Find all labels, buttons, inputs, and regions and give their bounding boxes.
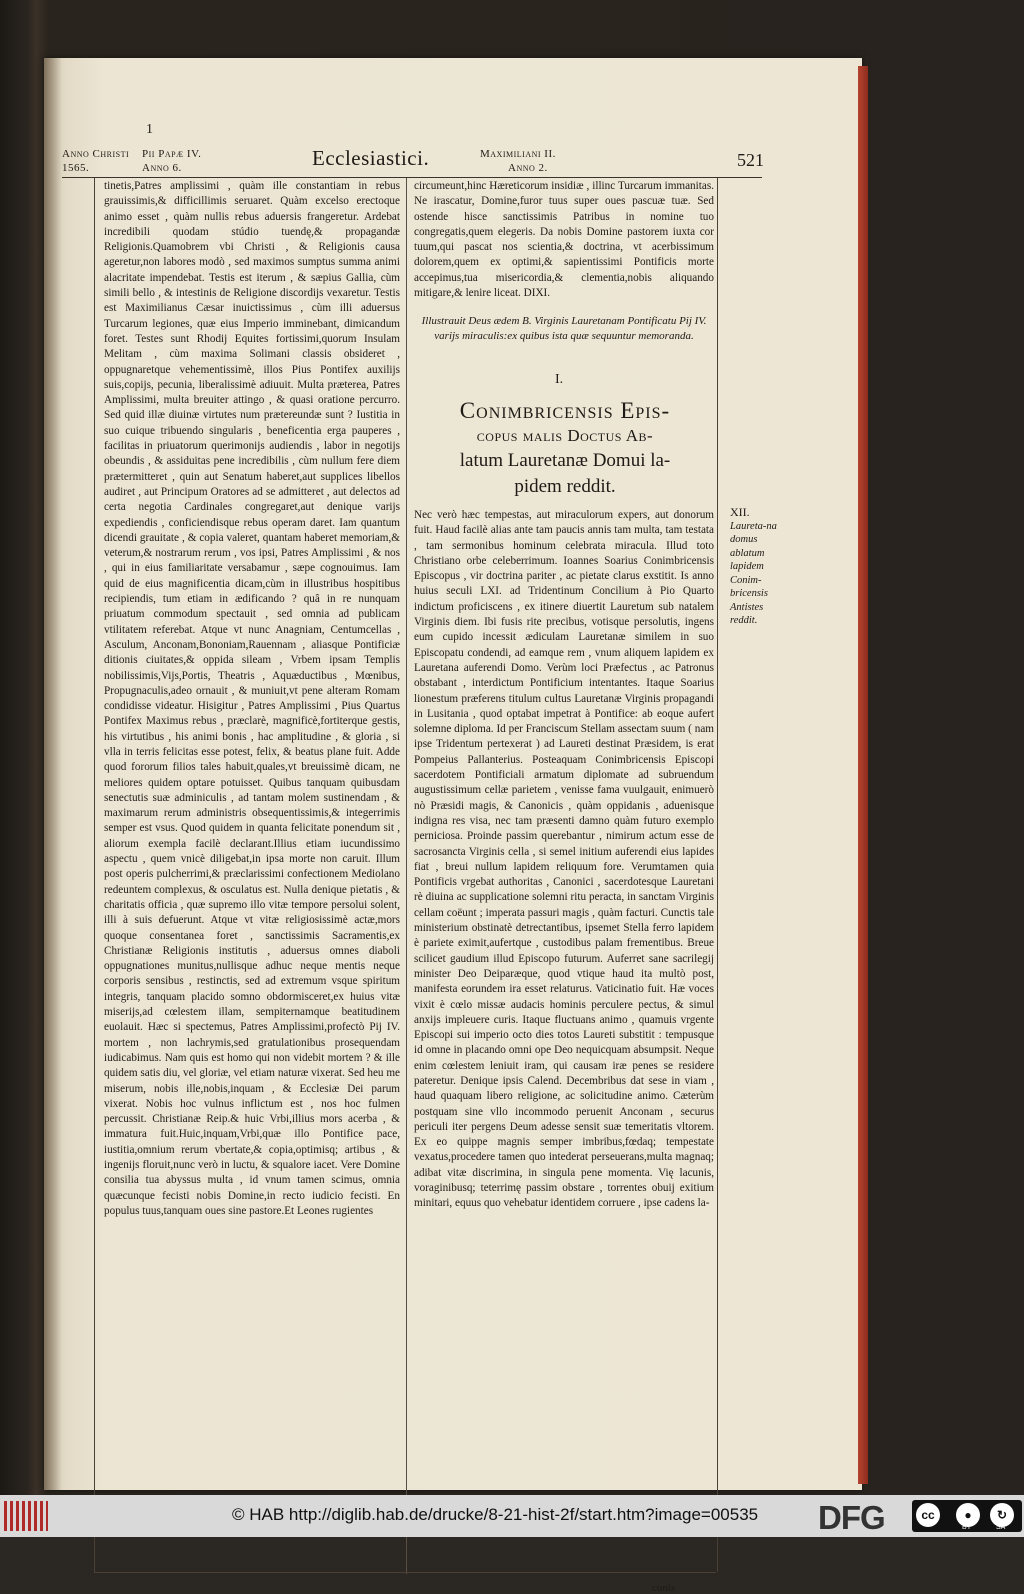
heading-line-1: Conimbricensis Epis-	[459, 398, 671, 423]
hab-logo-icon	[4, 1501, 48, 1531]
italic-note: Illustrauit Deus ædem B. Virginis Lauretanam Pontificatu Pij IV. varijs miraculis:ex quibus ista quæ sequuntur memoranda.	[421, 315, 707, 342]
page-gutter	[44, 58, 62, 1490]
running-header	[62, 146, 778, 176]
sa-label: SA	[996, 1524, 1006, 1531]
right-column-top	[414, 179, 714, 307]
source-link[interactable]: © HAB http://diglib.hab.de/drucke/8-21-hist-2f/start.htm?image=00535	[232, 1505, 759, 1524]
red-page-edge	[858, 66, 868, 1484]
dfg-logo: DFG	[818, 1499, 885, 1536]
left-column	[104, 179, 400, 1571]
section-number: I.	[555, 372, 564, 387]
header-emperor: Maximiliani II.	[480, 148, 556, 160]
attribution-icon: ●	[956, 1503, 980, 1527]
by-label: BY	[962, 1524, 972, 1531]
section-heading	[412, 398, 718, 500]
catchword: cunis	[652, 1582, 676, 1594]
header-pope-year: Anno 6.	[142, 162, 182, 174]
cc-icon: cc	[916, 1503, 940, 1527]
margin-note-number: XII.	[730, 505, 750, 519]
heading-line-2: copus malis Doctus Ab-	[476, 426, 654, 445]
header-title: Ecclesiastici.	[312, 146, 430, 170]
heading-line-4: pidem reddit.	[514, 476, 616, 497]
right-body-text: Nec verò hæc tempestas, aut miraculorum expers, aut donorum fuit. Haud facilè alias ante tam paucis annis tam multa, tam testata , tam sermonibus hominum celebrata miracula. Illud toto Christiano orbe celeberrimum. Ioannes Soarius Conimbricensis Episcopus , vir doctrina pariter , ac pietate clarus exstitit. Is anno huius seculi LXI. ad Tridentinum Concilium à Pio Quarto indictum proficiscens , ex itinere diuertit Lauretum sub natalem Virginis diem. Ibi fusis rite precibus, votisque persolutis, ingens eum cupido incessit ædiculam Lauretanæ similem in suo Episcopatu condendi, ad eamque rem , vnum aliquem lapidem ex Lauretana auferendi Domo. Verùm loci Præfectus , ac Patronus obstabant , interdictum Pontificium intentantes. Itaque Soarius lionestum præferens titulum cultus Lauretanæ Virginis propagandi in Lusitania , quod optabat impetrat à Pontifice: ab eoque aufert solemne diploma. Id per Franciscum Stellam assectam suum ( nam ipse Tridentum pertexerat ) ad Laureti destinat Præsidem, is erat Pompeius Pallanterius. Posteaquam Conimbricensis Episcopi sacerdotem Pontificiali armatum diplomate ad subruendum augustissimum cellæ parietem , venisse fama vuulgauit, enimuerò nò Præsidi magis, & Canonicis , quàm oppidanis , aduenisque indigna res visa, nec tam præsenti damno quàm futuro exemplo perniciosa. Proinde passim querebantur , nimirum actum esse de sacrosancta Virginis cella , si semel initium auferendi eius lapides fiat , breui nullum lapidem reliquum fore. Verumtamen quia Pontificis vrgebat authoritas , Canonici , sacerdotesque Lauretani rè diuina ac supplicatione solemni ritu peracta, in sanctam Virginis cellam coëunt ; imperata passuri magis , quàm facturi. Cunctis tale ministerium obstinatè detrectantibus, ipsemet Stella ferro lapidem è pariete eximit,aufertque , custodibus palam frementibus. Breue scilicet gaudium illud Episcopo futurum. Auferret sane sacrilegij minister Deo Deiparæque, quod vtique haud ita multò post, manifesta eorundem ira esset relaturus. Vaticinatio fuit. Hæ voces vixit è cœlo missæ audacis hominis perculere pectus, & simul anxijs impleuere curis. Itaque fluctuans animo , quamuis vrgente Episcopi sui imperio octo dies totos Laureti substitit : tempusque id omne in placando omni ope Deo nequicquam absumpsit. Neque enim cœlestem leniuit iram, qui causam iræ penes se residere pateretur. Denique ipsis Calend. Decembribus dat sese in viam , haud quaquam libero religione, ac solicitudine animo. Cæterùm postquam sine vllo incommodo peruenit Anconam , securus periculi iter pergens Deum adesse sensit suæ temeritatis vltorem. Ex eo quippe magnis semper imbribus,fœdaq; tempestate vexatus,procedere tamen quo intederat perseuerans,multa magnaq; adibat vitæ discrimina, in singula pene momenta. Vię lacunis, voraginibusq; teterrimę passim obstare , torrentes obuij exitium minitari, equus quo vehebatur identidem corruere , ipse cadens la-	[414, 509, 714, 1210]
folio-mark: 1	[146, 122, 153, 137]
column-divider	[406, 178, 407, 1574]
share-alike-icon: ↻	[990, 1503, 1014, 1527]
cc-license-badge[interactable]	[912, 1500, 1022, 1532]
header-anno-christi: Anno Christi	[62, 148, 130, 160]
header-emperor-year: Anno 2.	[508, 162, 548, 174]
header-year: 1565.	[62, 162, 90, 174]
viewer-footer	[0, 1495, 1024, 1537]
page-number: 521	[737, 150, 764, 170]
right-column-body	[414, 508, 714, 1574]
margin-note-text: Laureta-na domus ablatum lapidem Conim-bricensis Antistes reddit.	[730, 520, 777, 626]
heading-line-3: latum Lauretanæ Domui la-	[459, 450, 671, 471]
left-column-text: tinetis,Patres amplissimi , quàm ille constantiam in rebus grauissimis,& difficillimis seruaret. Quàm excelso erectoque animo esset , quàm nullis rebus aduersis frangeretur. Ardebat incredibili quodam stúdio tuendę,& propagandæ Religionis.Quamobrem vbi Christi , & Religionis causa ageretur,non labores modò , sed maximos sumptus summa animi alacritate impendebat. Testis est iterum , & sæpius Gallia, cùm simili bello , & intestinis de Religione discordijs vexaretur. Testis est Maximilianus Cæsar inuictissimus , cùm illi aduersus Turcarum legiones, quæ eius Imperio imminebant, dimicandum foret. Testes sunt Rhodij Equites fortissimi,quorum Insulam Melitam , cùm maxima Solimani classis obsideret , oppugnaretque vehementissimè, illos Pius Pontifex auxilijs suis,copijs, pecunia, liberalissimè adiuuit. Multa præterea, Patres Amplissimi, multa breuiter attingo , & quasi oratione percurro. Sed quid illæ diuinæ virtutes num prætereundæ sunt ? Iustitia in suo cuique tribuendo singularis , beneficentia erga pauperes , facilitas in priuatorum querimonijs audiendis , labor in negotijs obeundis , & assiduitas pene incredibilis , cùm nullum fere diem prætermitteret , quin aut Senatum haberet,aut supplices libellos audiret , aut Principum Oratores ad se admitteret , aut delectos ad certa negotia Cardinales congregaret,aut denique varijs expediendis , conficiendisque rebus operam daret. Iam quantum dicendi grauitate , & copia valeret, quantam haberet memoriam,& veterum,& nostrarum rerum , vos ipsi, Patres Amplissimi , & nos , qui in eius familiaritate versabamur , sæpe cognouimus. Iam quid de eius magnificentia dicam,cùm in illustribus hospitibus recipiendis, tum etiam in ædificando ? quâ in re nunquam priuatum commodum spectauit , sed omnia ad publicam vtilitatem referebat. Atque vt nunc Anagniam, Centumcellas , Asculum, Anconam,Bononiam,Rauennam , aliasque Pontificiæ ditionis ciuitates,& oppida sileam , Vrbem ipsam Templis nobilissimis,Vijs,Portis, Theatris , Aquæductibus , Mœnibus, Propugnaculis,adeo ornauit , & muniuit,vt pene alteram Romam condidisse videatur. Hisigitur , Patres Amplissimi , Pius Quartus Pontifex Maximus rebus , præclarè, magnificè,fortiterque gestis, his virtutibus , his animi bonis , hac amplitudine , & gloria , si vlla in terris felicitas esse potest, felix, & beatus plane fuit. Adde quod fororum filios tales habuit,quales,vt breuissimè dicam, ne meliores quidem optare potuisset. Quibus tanquam quibusdam senectutis suæ adminiculis , ad tantam molem sustinendam , & maximarum rerum administris obsequentissimis,& integerrimis semper est vsus. Quod quidem in quanta felicitate ponendum sit , aliorum exempla facilè declarant.Illius etiam iucundissimo aspectu , quem vnicè diligebat,in ipsa morte non caruit. Illum post operis pulcherrimi,& præclarissimi confectionem Mediolano redeuntem complexus, & osculatus est. Nulla denique pietatis , & charitatis officia , quæ supremo illo vitæ tempore persolui solent, illi à suis defuerunt. Atque vt vitæ religiosissimè actæ,mors quoque consentanea foret , sanctissimis Sacramentis,ex Christianæ Religionis institutis , aduersus omnes diaboli oppugnationes munitus,nullisque adhuc neque mentis neque corporis sensibus , restinctis, sed ad extremum vsque spiritum integris, tanquam placido somno obdormisceret,ex huius vitæ miserijs,ad cœlestem illam, sempiternamque beatitudinem euolauit. Hæc si spectemus, Patres Amplissimi,profectò Pij IV. mortem , non lachrymis,sed gratulationibus prosequendam iudicabimus. Nam quis est homo qui non videbit mortem ? & ille quidem satis diu, vel gloriæ, vel etiam naturæ vixerat. Sed heu me miserum, nobis ille,nobis,inquam , & Ecclesiæ Dei parum vixerat. Nobis hoc vulnus inflictum est , nos hoc fulmen percussit. Christianæ Reip.& huic Vrbi,illius mors acerba , & immatura fuit.Huic,inquam,Vrbi,quæ illo Pontifice pace, iustitia,omnium rerum vbertate,& copia,optimisq; artibus , & ingenijs floruit,nunc verò in luctu, & squalore iacet. Vere Domine consilia tua abyssus multa , id vnum tamen scimus, omnia quæcunque fecisti nobis Domine,in recto iudicio fecisti. En populus tuus,tanquam oues sine pastore.Et Leones rugientes	[104, 180, 400, 1217]
right-top-text: circumeunt,hinc Hæreticorum insidiæ , illinc Turcarum immanitas. Ne irascatur, Domine,furor tuus super oues pascuæ tuæ. Sed ostende hisce sanctissimis Patribus in nomine tuo congregatis,quem elegeris. Da nobis Domine pastorem iuxta cor tuum,qui pascat nos scientia,& doctrina, vt acerbissimum dolorem,quem ex optimi,& sapientissimi Pontificis morte accepimus,tua misericordia,& clementia,nobis aliquando mitigare,& lenire liceat. DIXI.	[414, 180, 714, 300]
header-pope: Pii Papæ IV.	[142, 148, 202, 160]
margin-note	[730, 506, 790, 628]
